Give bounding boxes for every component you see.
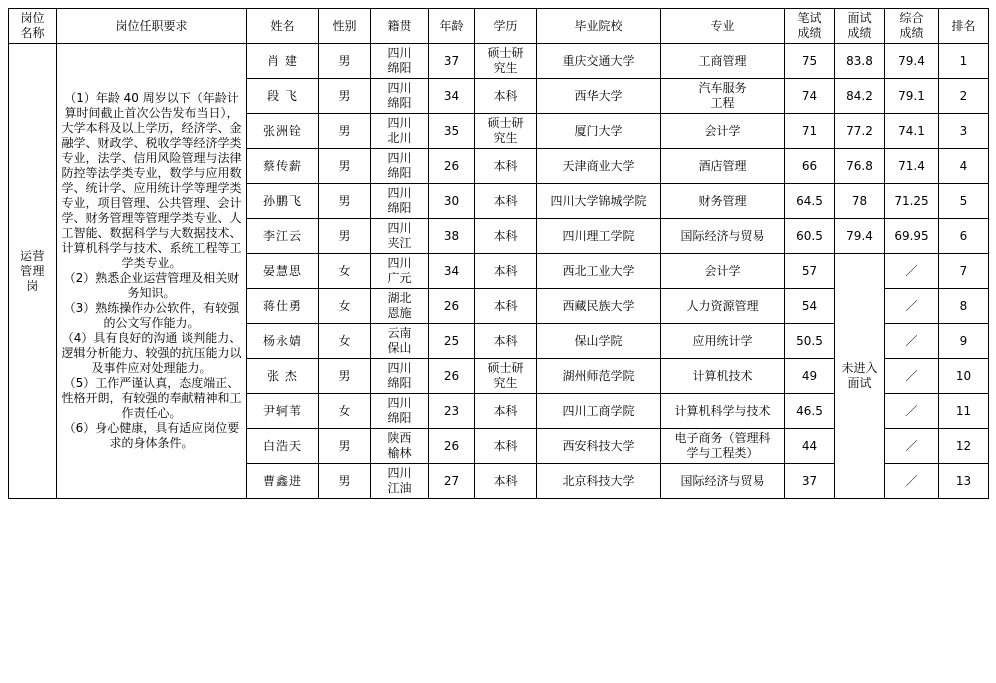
header-written-line1: 笔试 bbox=[797, 11, 822, 25]
header-gender: 性别 bbox=[319, 9, 371, 44]
cell-interview-score: 79.4 bbox=[835, 219, 885, 254]
cell-major: 电子商务（管理科 学与工程类） bbox=[661, 429, 785, 464]
cell-education: 本科 bbox=[475, 394, 537, 429]
cell-rank: 4 bbox=[939, 149, 989, 184]
header-post-name-line2: 名称 bbox=[20, 26, 45, 40]
cell-name: 白浩天 bbox=[247, 429, 319, 464]
cell-education: 本科 bbox=[475, 324, 537, 359]
cell-major: 计算机科学与技术 bbox=[661, 394, 785, 429]
table-header-row bbox=[9, 9, 989, 44]
cell-overall-score: 74.1 bbox=[885, 114, 939, 149]
cell-post-name: 运营 管理 岗 bbox=[9, 44, 57, 499]
header-interview-line1: 面试 bbox=[847, 11, 872, 25]
cell-interview-score: 76.8 bbox=[835, 149, 885, 184]
cell-rank: 1 bbox=[939, 44, 989, 79]
cell-age: 37 bbox=[429, 44, 475, 79]
cell-written-score: 46.5 bbox=[785, 394, 835, 429]
cell-gender: 女 bbox=[319, 254, 371, 289]
cell-school: 重庆交通大学 bbox=[537, 44, 661, 79]
cell-age: 26 bbox=[429, 149, 475, 184]
cell-education: 本科 bbox=[475, 219, 537, 254]
cell-written-score: 60.5 bbox=[785, 219, 835, 254]
header-age: 年龄 bbox=[429, 9, 475, 44]
cell-hometown: 四川 夹江 bbox=[371, 219, 429, 254]
cell-age: 23 bbox=[429, 394, 475, 429]
cell-overall-score: ／ bbox=[885, 254, 939, 289]
cell-gender: 男 bbox=[319, 79, 371, 114]
table-body bbox=[9, 44, 989, 499]
cell-overall-score: ／ bbox=[885, 394, 939, 429]
cell-written-score: 75 bbox=[785, 44, 835, 79]
cell-written-score: 44 bbox=[785, 429, 835, 464]
cell-education: 硕士研 究生 bbox=[475, 44, 537, 79]
cell-major: 会计学 bbox=[661, 254, 785, 289]
header-school: 毕业院校 bbox=[537, 9, 661, 44]
cell-school: 湖州师范学院 bbox=[537, 359, 661, 394]
cell-age: 30 bbox=[429, 184, 475, 219]
cell-written-score: 74 bbox=[785, 79, 835, 114]
cell-name: 尹轲苇 bbox=[247, 394, 319, 429]
cell-requirement: （1）年龄 40 周岁以下（年龄计算时间截止首次公告发布当日），大学本科及以上学历，经济学、金融学、财政学、税收学等经济学类专业，法学、信用风险管理与法律防控等法学类专业，数学与应用数学、统计学、应用统计学等理学类专业，项目管理、公共管理、会计学、财务管理等管理学类专业、人工智能、数据科学与大数据技术、计算机科学与技术、系统工程等工学类专业。 （2）熟悉企业运营管理及相关财务知识。 （3）熟练操作办公软件，有较强的公文写作能力。 （4）具有良好的沟通 谈判能力、逻辑分析能力、较强的抗压能力以及事件应对处理能力。 （5）工作严谨认真，态度端正、性格开朗，有较强的奉献精神和工作责任心。 （6）身心健康，具有适应岗位要求的身体条件。 bbox=[57, 44, 247, 499]
cell-hometown: 四川 广元 bbox=[371, 254, 429, 289]
cell-gender: 男 bbox=[319, 429, 371, 464]
cell-age: 35 bbox=[429, 114, 475, 149]
header-rank: 排名 bbox=[939, 9, 989, 44]
cell-name: 杨永婧 bbox=[247, 324, 319, 359]
cell-overall-score: 71.4 bbox=[885, 149, 939, 184]
cell-education: 本科 bbox=[475, 184, 537, 219]
cell-education: 本科 bbox=[475, 289, 537, 324]
cell-age: 34 bbox=[429, 254, 475, 289]
cell-age: 34 bbox=[429, 79, 475, 114]
cell-rank: 12 bbox=[939, 429, 989, 464]
cell-education: 硕士研 究生 bbox=[475, 114, 537, 149]
cell-school: 四川理工学院 bbox=[537, 219, 661, 254]
header-written-score bbox=[785, 9, 835, 44]
cell-interview-score: 78 bbox=[835, 184, 885, 219]
header-overall-line2: 成绩 bbox=[899, 26, 924, 40]
cell-school: 四川工商学院 bbox=[537, 394, 661, 429]
cell-overall-score: 71.25 bbox=[885, 184, 939, 219]
cell-rank: 11 bbox=[939, 394, 989, 429]
cell-written-score: 50.5 bbox=[785, 324, 835, 359]
cell-name: 张洲铨 bbox=[247, 114, 319, 149]
cell-interview-score: 77.2 bbox=[835, 114, 885, 149]
cell-major: 国际经济与贸易 bbox=[661, 464, 785, 499]
header-hometown: 籍贯 bbox=[371, 9, 429, 44]
header-overall-line1: 综合 bbox=[899, 11, 924, 25]
cell-name: 蔡传薪 bbox=[247, 149, 319, 184]
cell-gender: 男 bbox=[319, 219, 371, 254]
cell-education: 本科 bbox=[475, 464, 537, 499]
cell-interview-score: 84.2 bbox=[835, 79, 885, 114]
cell-age: 26 bbox=[429, 289, 475, 324]
cell-major: 应用统计学 bbox=[661, 324, 785, 359]
header-name: 姓名 bbox=[247, 9, 319, 44]
cell-hometown: 四川 绵阳 bbox=[371, 79, 429, 114]
cell-school: 天津商业大学 bbox=[537, 149, 661, 184]
header-requirement: 岗位任职要求 bbox=[57, 9, 247, 44]
cell-age: 26 bbox=[429, 359, 475, 394]
cell-name: 孙鹏飞 bbox=[247, 184, 319, 219]
cell-hometown: 四川 绵阳 bbox=[371, 44, 429, 79]
cell-name: 蒋仕勇 bbox=[247, 289, 319, 324]
cell-major: 汽车服务 工程 bbox=[661, 79, 785, 114]
cell-major: 财务管理 bbox=[661, 184, 785, 219]
header-post-name bbox=[9, 9, 57, 44]
cell-major: 计算机技术 bbox=[661, 359, 785, 394]
cell-overall-score: ／ bbox=[885, 289, 939, 324]
cell-rank: 9 bbox=[939, 324, 989, 359]
cell-gender: 男 bbox=[319, 464, 371, 499]
cell-age: 25 bbox=[429, 324, 475, 359]
cell-rank: 8 bbox=[939, 289, 989, 324]
cell-school: 厦门大学 bbox=[537, 114, 661, 149]
cell-hometown: 陕西 榆林 bbox=[371, 429, 429, 464]
cell-gender: 男 bbox=[319, 44, 371, 79]
cell-overall-score: 79.1 bbox=[885, 79, 939, 114]
cell-rank: 13 bbox=[939, 464, 989, 499]
cell-major: 国际经济与贸易 bbox=[661, 219, 785, 254]
cell-name: 肖 建 bbox=[247, 44, 319, 79]
cell-education: 本科 bbox=[475, 149, 537, 184]
cell-education: 本科 bbox=[475, 429, 537, 464]
cell-hometown: 四川 绵阳 bbox=[371, 149, 429, 184]
cell-rank: 10 bbox=[939, 359, 989, 394]
cell-gender: 男 bbox=[319, 184, 371, 219]
cell-rank: 6 bbox=[939, 219, 989, 254]
cell-name: 晏慧思 bbox=[247, 254, 319, 289]
cell-age: 26 bbox=[429, 429, 475, 464]
cell-school: 西华大学 bbox=[537, 79, 661, 114]
cell-written-score: 71 bbox=[785, 114, 835, 149]
header-interview-line2: 成绩 bbox=[847, 26, 872, 40]
cell-hometown: 四川 绵阳 bbox=[371, 394, 429, 429]
header-written-line2: 成绩 bbox=[797, 26, 822, 40]
cell-name: 张 杰 bbox=[247, 359, 319, 394]
cell-rank: 2 bbox=[939, 79, 989, 114]
cell-major: 会计学 bbox=[661, 114, 785, 149]
cell-written-score: 54 bbox=[785, 289, 835, 324]
header-overall-score bbox=[885, 9, 939, 44]
cell-hometown: 四川 北川 bbox=[371, 114, 429, 149]
header-post-name-line1: 岗位 bbox=[20, 11, 45, 25]
cell-gender: 男 bbox=[319, 149, 371, 184]
cell-interview-not-entered: 未进入 面试 bbox=[835, 254, 885, 499]
cell-gender: 男 bbox=[319, 114, 371, 149]
cell-gender: 女 bbox=[319, 324, 371, 359]
cell-name: 曹鑫进 bbox=[247, 464, 319, 499]
recruitment-results-table bbox=[8, 8, 989, 499]
cell-hometown: 湖北 恩施 bbox=[371, 289, 429, 324]
cell-education: 硕士研 究生 bbox=[475, 359, 537, 394]
cell-school: 保山学院 bbox=[537, 324, 661, 359]
cell-written-score: 64.5 bbox=[785, 184, 835, 219]
cell-name: 李江云 bbox=[247, 219, 319, 254]
cell-education: 本科 bbox=[475, 254, 537, 289]
cell-major: 工商管理 bbox=[661, 44, 785, 79]
cell-written-score: 49 bbox=[785, 359, 835, 394]
cell-written-score: 66 bbox=[785, 149, 835, 184]
cell-hometown: 四川 绵阳 bbox=[371, 184, 429, 219]
cell-major: 人力资源管理 bbox=[661, 289, 785, 324]
cell-overall-score: ／ bbox=[885, 359, 939, 394]
cell-overall-score: 79.4 bbox=[885, 44, 939, 79]
cell-age: 27 bbox=[429, 464, 475, 499]
cell-written-score: 37 bbox=[785, 464, 835, 499]
cell-school: 西安科技大学 bbox=[537, 429, 661, 464]
cell-major: 酒店管理 bbox=[661, 149, 785, 184]
cell-overall-score: 69.95 bbox=[885, 219, 939, 254]
header-major: 专业 bbox=[661, 9, 785, 44]
cell-hometown: 四川 绵阳 bbox=[371, 359, 429, 394]
cell-rank: 7 bbox=[939, 254, 989, 289]
cell-overall-score: ／ bbox=[885, 429, 939, 464]
cell-gender: 女 bbox=[319, 289, 371, 324]
cell-rank: 3 bbox=[939, 114, 989, 149]
cell-hometown: 四川 江油 bbox=[371, 464, 429, 499]
cell-hometown: 云南 保山 bbox=[371, 324, 429, 359]
cell-overall-score: ／ bbox=[885, 324, 939, 359]
cell-interview-score: 83.8 bbox=[835, 44, 885, 79]
cell-written-score: 57 bbox=[785, 254, 835, 289]
cell-school: 北京科技大学 bbox=[537, 464, 661, 499]
cell-school: 西藏民族大学 bbox=[537, 289, 661, 324]
cell-education: 本科 bbox=[475, 79, 537, 114]
cell-gender: 男 bbox=[319, 359, 371, 394]
table-row bbox=[9, 44, 989, 79]
cell-school: 四川大学锦城学院 bbox=[537, 184, 661, 219]
header-education: 学历 bbox=[475, 9, 537, 44]
cell-name: 段 飞 bbox=[247, 79, 319, 114]
cell-gender: 女 bbox=[319, 394, 371, 429]
cell-school: 西北工业大学 bbox=[537, 254, 661, 289]
header-interview-score bbox=[835, 9, 885, 44]
cell-age: 38 bbox=[429, 219, 475, 254]
cell-rank: 5 bbox=[939, 184, 989, 219]
cell-overall-score: ／ bbox=[885, 464, 939, 499]
table-header bbox=[9, 9, 989, 44]
